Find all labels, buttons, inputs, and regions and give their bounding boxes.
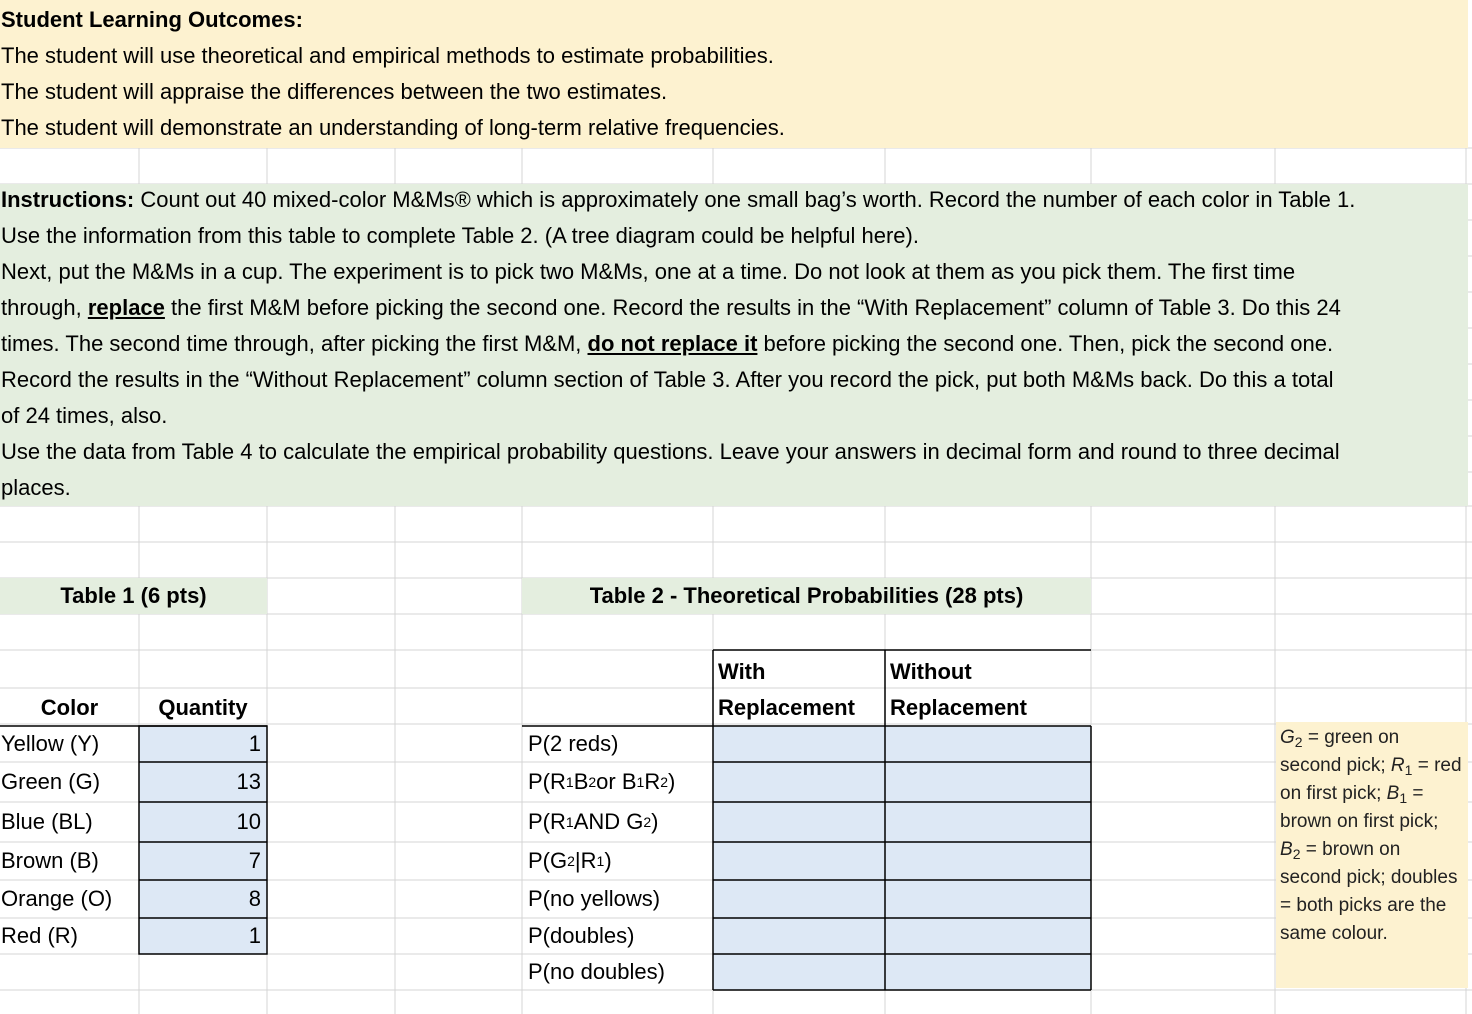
without-replacement-input[interactable] bbox=[885, 954, 1091, 990]
instructions-line-8: Use the data from Table 4 to calculate the empirical probability questions. Leave your answers in decimal form and round to three decimal bbox=[1, 439, 1340, 464]
table2-row-label: P(doubles) bbox=[528, 923, 635, 948]
instructions-line-6: Record the results in the “Without Replacement” column section of Table 3. After you record the pick, put both M&Ms back. Do this a total bbox=[1, 367, 1334, 392]
table2-row-label: P(R 1 AND G 2 ) bbox=[528, 809, 659, 834]
quantity-input[interactable]: 8 bbox=[139, 880, 267, 918]
instructions-text-1: Count out 40 mixed-color M&Ms® which is approximately one small bag’s worth. Record the number of each color in Table 1. bbox=[134, 187, 1356, 212]
instructions-line-1 bbox=[1, 182, 1355, 218]
instructions-line-3: Next, put the M&Ms in a cup. The experiment is to pick two M&Ms, one at a time. Do not look at them as you pick them. The first time bbox=[1, 259, 1296, 284]
table1-title: Table 1 (6 pts) bbox=[0, 578, 267, 614]
table2-header-with-2: Replacement bbox=[718, 695, 855, 720]
table2-header-without-2: Replacement bbox=[890, 695, 1027, 720]
table2-header-with-1: With bbox=[718, 659, 766, 684]
outcome-line-3: The student will demonstrate an understanding of long-term relative frequencies. bbox=[1, 115, 785, 140]
with-replacement-input[interactable] bbox=[713, 918, 885, 954]
with-replacement-input[interactable] bbox=[713, 954, 885, 990]
without-replacement-input[interactable] bbox=[885, 762, 1091, 802]
table1-row-color: Yellow (Y) bbox=[1, 731, 100, 756]
outcome-line-1: The student will use theoretical and empirical methods to estimate probabilities. bbox=[1, 43, 774, 68]
quantity-input[interactable]: 7 bbox=[139, 842, 267, 880]
do-not-replace-emphasis: do not replace it bbox=[587, 331, 758, 356]
with-replacement-input[interactable] bbox=[713, 802, 885, 842]
instructions-line-5 bbox=[1, 326, 1333, 362]
instructions-text-5b: before picking the second one. Then, pick the second one. bbox=[757, 331, 1334, 356]
quantity-input[interactable]: 10 bbox=[139, 802, 267, 842]
instructions-line-9: places. bbox=[1, 475, 71, 500]
table1-row-color: Brown (B) bbox=[1, 848, 99, 873]
table2-row-label: P(no yellows) bbox=[528, 886, 661, 911]
table1-row-color: Red (R) bbox=[1, 923, 79, 948]
instructions-text-4b: the first M&M before picking the second one. Record the results in the “With Replacement” column of Table 3. Do this 24 bbox=[164, 295, 1341, 320]
table1-row-color: Green (G) bbox=[1, 769, 101, 794]
outcome-line-2: The student will appraise the differences between the two estimates. bbox=[1, 79, 668, 104]
instructions-line-2: Use the information from this table to complete Table 2. (A tree diagram could be helpful here). bbox=[1, 223, 919, 248]
table1-header-color: Color bbox=[40, 695, 99, 720]
notation-note: $G_2$ = green on second pick; $R_1$ = red on first pick; $B_1$ = brown on first pick; $B_2$ = brown on second pick; doubles = both picks are the same colour. bbox=[1276, 722, 1468, 988]
table1-row-color: Blue (BL) bbox=[1, 809, 93, 834]
table1-row-color: Orange (O) bbox=[1, 886, 113, 911]
instructions-text-4a: through, bbox=[1, 295, 88, 320]
without-replacement-input[interactable] bbox=[885, 802, 1091, 842]
table2-row-label: P(no doubles) bbox=[528, 959, 665, 984]
outcomes-heading: Student Learning Outcomes: bbox=[1, 7, 303, 32]
replace-emphasis: replace bbox=[87, 295, 165, 320]
table2-row-label: P(2 reds) bbox=[528, 731, 619, 756]
table2-header-without-1: Without bbox=[890, 659, 972, 684]
without-replacement-input[interactable] bbox=[885, 726, 1091, 762]
with-replacement-input[interactable] bbox=[713, 842, 885, 880]
instructions-label: Instructions: bbox=[1, 187, 135, 212]
instructions-line-7: of 24 times, also. bbox=[1, 403, 168, 428]
without-replacement-input[interactable] bbox=[885, 880, 1091, 918]
instructions-text-5a: times. The second time through, after picking the first M&M, bbox=[1, 331, 588, 356]
quantity-input[interactable]: 1 bbox=[139, 726, 267, 762]
quantity-input[interactable]: 1 bbox=[139, 918, 267, 954]
table2-row-label: P(G 2 |R 1 ) bbox=[528, 848, 612, 873]
table2-title: Table 2 - Theoretical Probabilities (28 pts) bbox=[522, 578, 1091, 614]
with-replacement-input[interactable] bbox=[713, 880, 885, 918]
with-replacement-input[interactable] bbox=[713, 726, 885, 762]
quantity-input[interactable]: 13 bbox=[139, 762, 267, 802]
without-replacement-input[interactable] bbox=[885, 918, 1091, 954]
without-replacement-input[interactable] bbox=[885, 842, 1091, 880]
with-replacement-input[interactable] bbox=[713, 762, 885, 802]
table2-row-label: P(R 1 B 2 or B 1 R 2 ) bbox=[528, 769, 676, 794]
instructions-line-4 bbox=[1, 290, 1341, 326]
table1-header-quantity: Quantity bbox=[158, 695, 248, 720]
